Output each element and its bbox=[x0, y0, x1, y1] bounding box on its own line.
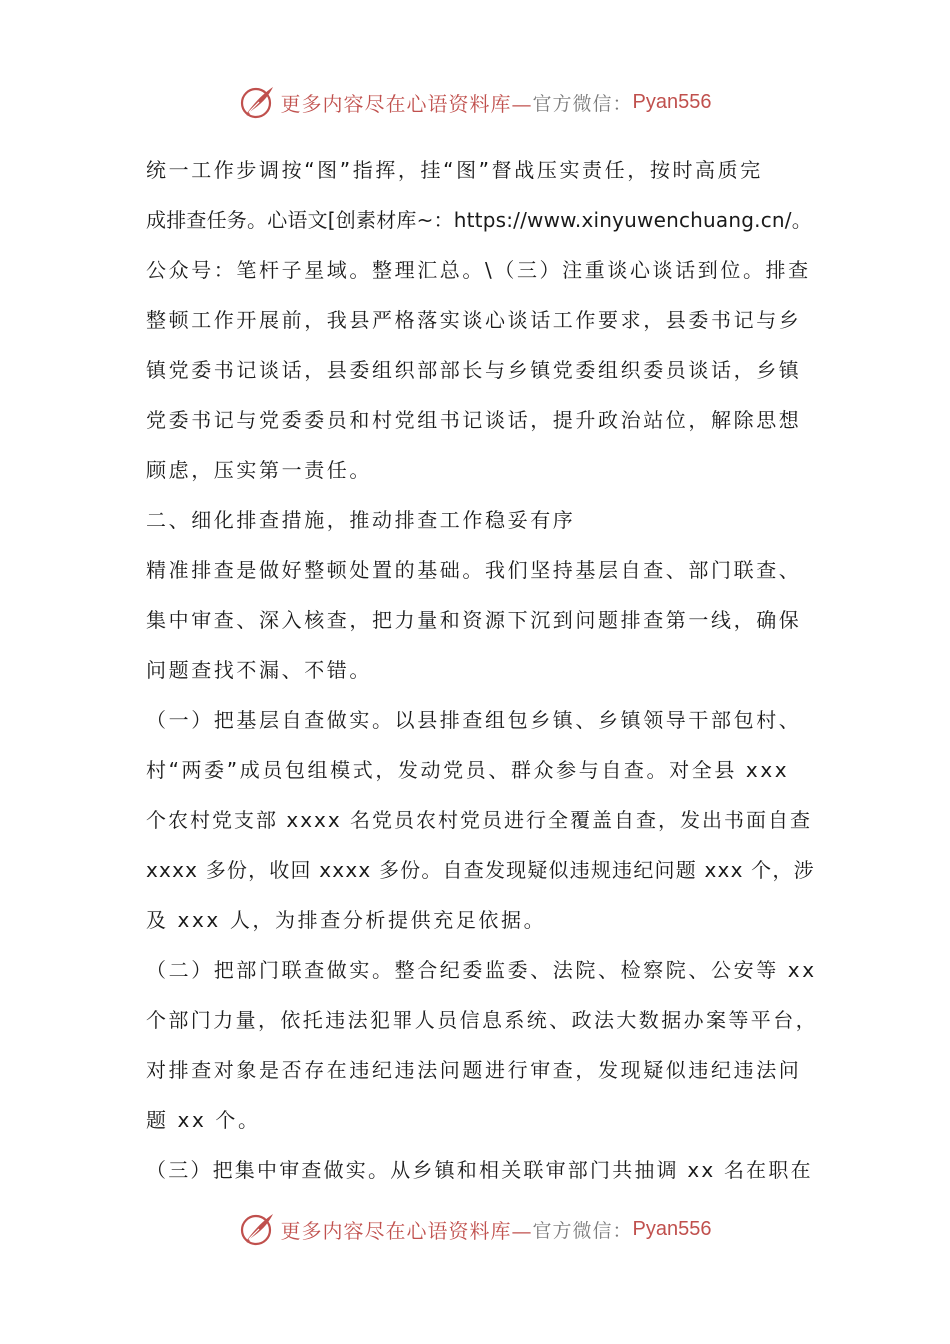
body-line: xxxx 多份，收回 xxxx 多份。自查发现疑似违规违纪问题 xxx 个，涉 bbox=[146, 858, 815, 882]
section-heading: 二、细化排查措施，推动排查工作稳妥有序 bbox=[146, 508, 576, 532]
banner-wechat-id: Pyan556 bbox=[632, 1217, 712, 1240]
quill-logo-icon bbox=[239, 1210, 277, 1248]
body-line: 精准排查是做好整顿处置的基础。我们坚持基层自查、部门联查、 bbox=[146, 558, 802, 582]
body-line: （一）把基层自查做实。以县排查组包乡镇、乡镇领导干部包村、 bbox=[146, 708, 802, 732]
body-line: 成排查任务。心语文[创素材库~：https://www.xinyuwenchuang.cn/。 bbox=[146, 208, 812, 232]
body-line: 及 xxx 人，为排查分析提供充足依据。 bbox=[146, 908, 547, 932]
body-line: 个农村党支部 xxxx 名党员农村党员进行全覆盖自查，发出书面自查 bbox=[146, 808, 813, 832]
body-line: 整顿工作开展前，我县严格落实谈心谈话工作要求，县委书记与乡 bbox=[146, 308, 802, 332]
document-body bbox=[146, 150, 818, 1200]
body-line: 对排查对象是否存在违纪违法问题进行审查，发现疑似违纪违法问 bbox=[146, 1058, 802, 1082]
body-line: 个部门力量，依托违法犯罪人员信息系统、政法大数据办案等平台， bbox=[146, 1008, 818, 1032]
header-watermark-banner bbox=[0, 82, 950, 122]
body-line: 题 xx 个。 bbox=[146, 1108, 261, 1132]
body-line: 顾虑，压实第一责任。 bbox=[146, 458, 372, 482]
body-line: 村“两委”成员包组模式，发动党员、群众参与自查。对全县 xxx bbox=[146, 758, 790, 782]
body-line: 集中审查、深入核查，把力量和资源下沉到问题排查第一线，确保 bbox=[146, 608, 802, 632]
banner-wechat-label: 官方微信： bbox=[532, 92, 633, 115]
body-line: 镇党委书记谈话，县委组织部部长与乡镇党委组织委员谈话，乡镇 bbox=[146, 358, 802, 382]
body-line: 统一工作步调按“图”指挥，挂“图”督战压实责任，按时高质完 bbox=[146, 158, 763, 182]
body-line: （二）把部门联查做实。整合纪委监委、法院、检察院、公安等 xx bbox=[146, 958, 817, 982]
banner-wechat-id: Pyan556 bbox=[632, 90, 712, 113]
body-line: 问题查找不漏、不错。 bbox=[146, 658, 372, 682]
banner-promo-text: 更多内容尽在心语资料库— bbox=[280, 91, 533, 116]
body-line: 公众号：笔杆子星域。整理汇总。\（三）注重谈心谈话到位。排查 bbox=[146, 258, 811, 282]
body-line: 党委书记与党委委员和村党组书记谈话，提升政治站位，解除思想 bbox=[146, 408, 802, 432]
footer-watermark-banner bbox=[0, 1209, 950, 1249]
banner-promo-text: 更多内容尽在心语资料库— bbox=[280, 1218, 533, 1243]
body-line: （三）把集中审查做实。从乡镇和相关联审部门共抽调 xx 名在职在 bbox=[146, 1158, 813, 1182]
banner-wechat-label: 官方微信： bbox=[532, 1219, 633, 1242]
quill-logo-icon bbox=[239, 83, 277, 121]
